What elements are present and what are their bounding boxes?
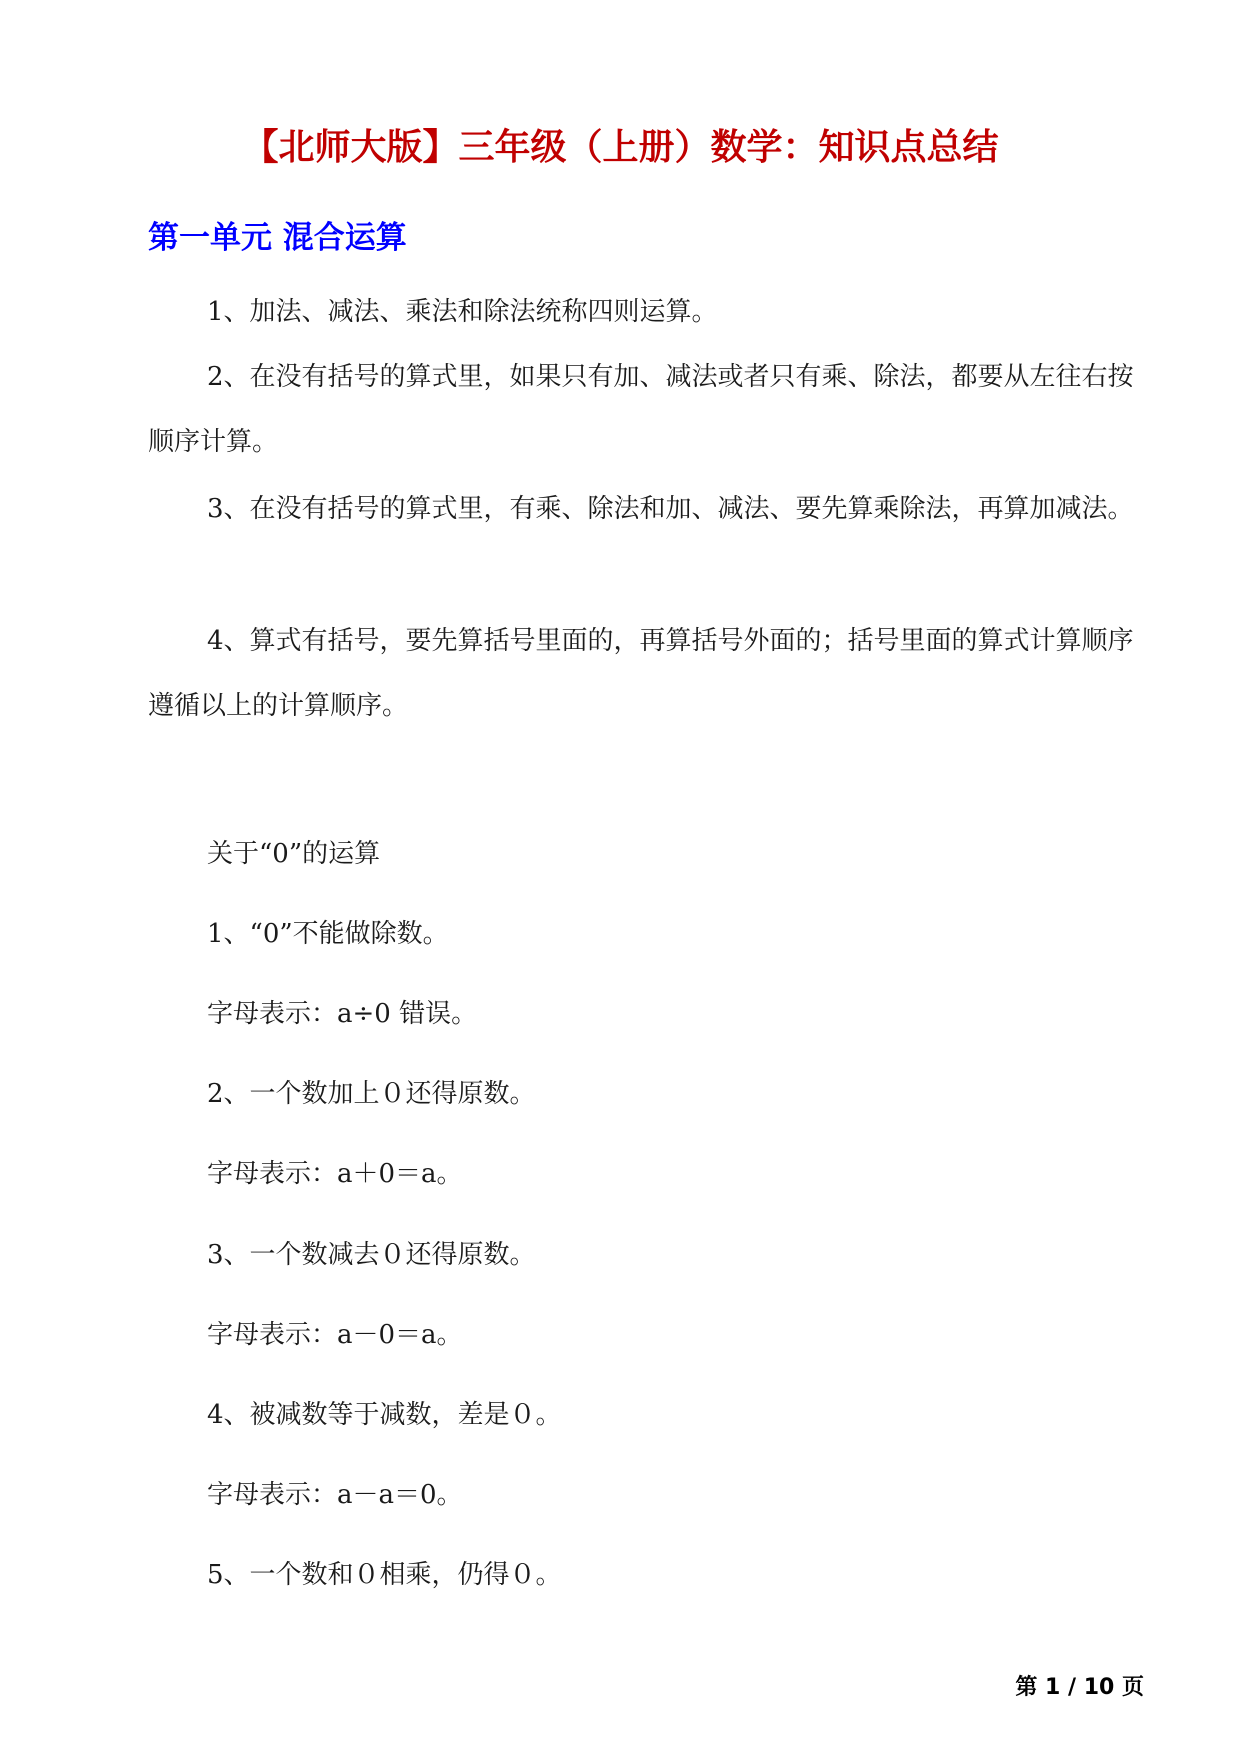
zero-rule-2: 2、一个数加上０还得原数。 <box>207 1079 536 1109</box>
document-title: 【北师大版】三年级（上册）数学：知识点总结 <box>242 127 999 168</box>
rule-3: 3、在没有括号的算式里，有乘、除法和加、减法、要先算乘除法，再算加减法。 <box>207 494 1134 524</box>
zero-rule-3-formula: 字母表示：a－0＝a。 <box>207 1320 463 1350</box>
rule-4: 4、算式有括号，要先算括号里面的，再算括号外面的；括号里面的算式计算顺序遵循以上的计算顺序。 <box>148 626 1134 721</box>
rule-1: 1、加法、减法、乘法和除法统称四则运算。 <box>207 297 718 327</box>
page-number: 第 1 / 10 页 <box>1015 1675 1144 1700</box>
unit-heading: 第一单元 混合运算 <box>148 220 407 256</box>
rule-2: 2、在没有括号的算式里，如果只有加、减法或者只有乘、除法，都要从左往右按顺序计算。 <box>148 362 1134 457</box>
zero-section-title: 关于“0”的运算 <box>207 839 381 869</box>
zero-rule-2-formula: 字母表示：a＋0＝a。 <box>207 1159 463 1189</box>
zero-rule-3: 3、一个数减去０还得原数。 <box>207 1240 536 1270</box>
zero-rule-4: 4、被减数等于减数，差是０。 <box>207 1400 562 1430</box>
zero-rule-5: 5、一个数和０相乘，仍得０。 <box>207 1560 562 1590</box>
zero-rule-1-formula: 字母表示：a÷0 错误。 <box>207 999 478 1029</box>
zero-rule-1: 1、“0”不能做除数。 <box>207 919 449 949</box>
zero-rule-4-formula: 字母表示：a－a＝0。 <box>207 1480 463 1510</box>
